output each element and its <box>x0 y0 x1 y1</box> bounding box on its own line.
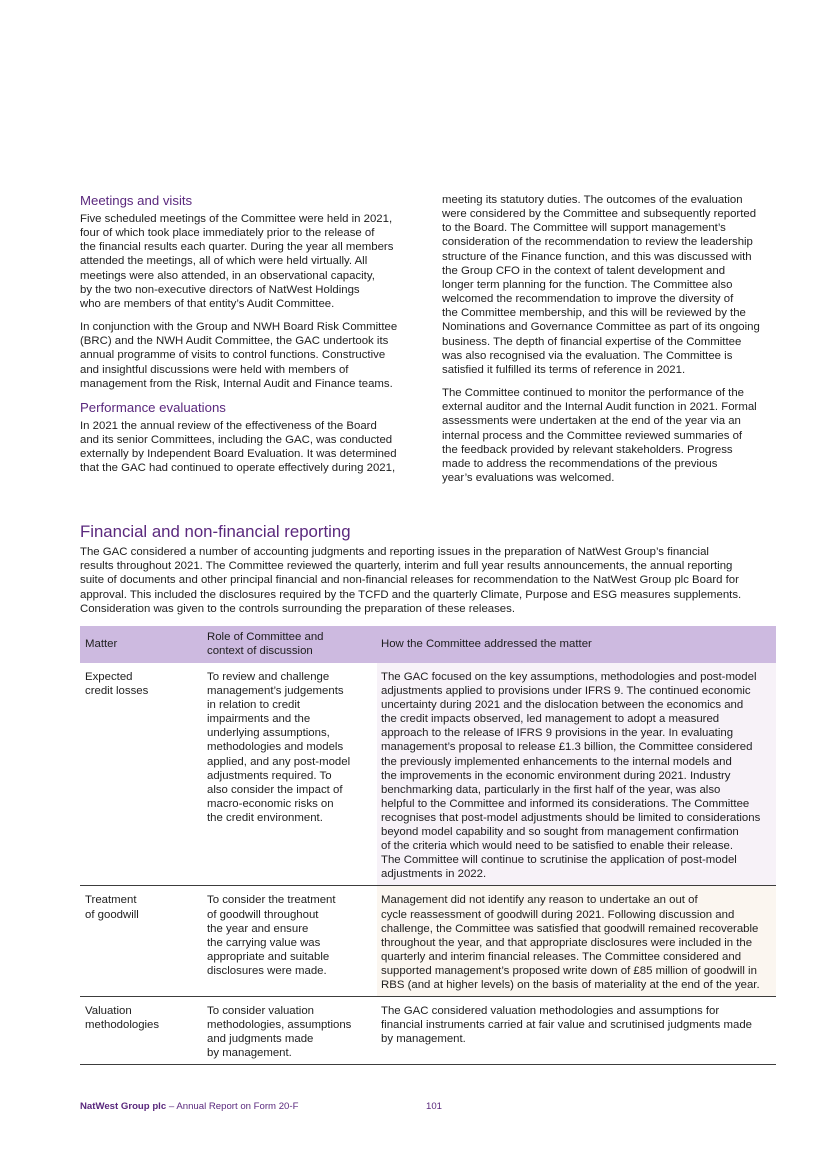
footer-brand: NatWest Group plc <box>80 1101 167 1112</box>
evaluation-paragraph: meeting its statutory duties. The outcomes of the evaluation were considered by the Committee and subsequently reported to the Board. The Committee will support management’s consideration of the recommendation to review the leadership structure of the Finance function, and this was discussed with the Group CFO in the context of talent development and longer term planning for the function. The Committee also welcomed the recommendation to improve the diversity of the Committee membership, and this will be reviewed by the Nominations and Governance Committee as part of its ongoing business. The depth of financial expertise of the Committee was also recognised via the evaluation. The Committee is satisfied it fulfilled its terms of reference in 2021. <box>442 194 760 376</box>
cell-role: To review and challenge management’s judgements in relation to credit impairments and the underlying assumptions, methodologies and models applied, and any post-model adjustments required. To also consider the impact of macro-economic risks on the credit environment. <box>203 663 377 886</box>
table-row <box>80 997 776 1065</box>
cell-role: To consider valuation methodologies, assumptions and judgments made by management. <box>203 997 377 1065</box>
meetings-heading: Meetings and visits <box>80 193 193 208</box>
matters-table <box>80 626 776 1065</box>
cell-matter: Valuation methodologies <box>80 997 203 1065</box>
right-column <box>442 193 778 494</box>
footer-document: Annual Report on Form 20-F <box>176 1101 299 1112</box>
meetings-paragraph-1: Five scheduled meetings of the Committee were held in 2021, four of which took place immediately prior to the release of the financial results each quarter. During the year all members attended the meetings, all of which were held virtually. All meetings were also attended, in an observational capacity, by the two non-executive directors of NatWest Holdings who are members of that entity’s Audit Committee. <box>80 213 394 310</box>
section-title: Financial and non-financial reporting <box>80 522 351 541</box>
table-row <box>80 886 776 997</box>
footer-separator: – <box>166 1101 177 1112</box>
cell-how: The GAC focused on the key assumptions, methodologies and post-model adjustments applied to provisions under IFRS 9. The continued economic uncertainty during 2021 and the dislocation between the economics and the credit impacts observed, led management to adopt a measured approach to the release of IFRS 9 provisions in the year. In evaluating management’s proposal to release £1.3 billion, the Committee considered the previously implemented enhancements to the internal models and the improvements in the economic environment during 2021. Industry benchmarking data, particularly in the first half of the year, was also helpful to the Committee and informed its considerations. The Committee recognises that post-model adjustments should be limited to considerations beyond model capability and so sought from management confirmation of the criteria which would need to be satisfied to enable their release. The Committee will continue to scrutinise the application of post-model adjustments in 2022. <box>377 663 776 886</box>
cell-matter: Expected credit losses <box>80 663 203 886</box>
cell-matter: Treatment of goodwill <box>80 886 203 997</box>
footer <box>80 1101 298 1113</box>
performance-heading: Performance evaluations <box>80 399 226 415</box>
meetings-paragraph-2: In conjunction with the Group and NWH Board Risk Committee (BRC) and the NWH Audit Committee, the GAC undertook its annual programme of visits to control functions. Constructive and insightful discussions were held with members of management from the Risk, Internal Audit and Finance teams. <box>80 321 398 390</box>
header-role: Role of Committee and context of discussion <box>203 626 377 663</box>
section-intro: The GAC considered a number of accounting judgments and reporting issues in the preparation of NatWest Group’s financial results throughout 2021. The Committee reviewed the quarterly, interim and full year results announcements, the annual reporting suite of documents and other principal financial and non-financial releases for recommendation to the NatWest Group plc Board for approval. This included the disclosures required by the TCFD and the quarterly Climate, Purpose and ESG measures supplements. Consideration was given to the controls surrounding the preparation of these releases. <box>80 546 742 615</box>
page-number: 101 <box>426 1101 443 1112</box>
cell-role: To consider the treatment of goodwill throughout the year and ensure the carrying value was appropriate and suitable disclosures were made. <box>203 886 377 997</box>
auditor-paragraph: The Committee continued to monitor the performance of the external auditor and the Internal Audit function in 2021. Formal assessments were undertaken at the end of the year via an internal process and the Committee reviewed summaries of the feedback provided by relevant stakeholders. Progress made to address the recommendations of the previous year’s evaluations was welcomed. <box>442 387 757 484</box>
cell-how: Management did not identify any reason to undertake an out of cycle reassessment of goodwill during 2021. Following discussion and challenge, the Committee was satisfied that goodwill remained recoverable throughout the year, and that appropriate disclosures were included in the quarterly and interim financial releases. The Committee considered and supported management’s proposed write down of £85 million of goodwill in RBS (and at higher levels) on the basis of materiality at the end of the year. <box>377 886 776 997</box>
left-column <box>80 193 416 485</box>
table-row <box>80 663 776 886</box>
header-matter: Matter <box>80 626 203 663</box>
performance-paragraph-1: In 2021 the annual review of the effectiveness of the Board and its senior Committees, including the GAC, was conducted externally by Independent Board Evaluation. It was determined that the GAC had continued to operate effectively during 2021, <box>80 419 397 475</box>
table-header-row <box>80 626 776 663</box>
header-how: How the Committee addressed the matter <box>377 626 776 663</box>
cell-how: The GAC considered valuation methodologies and assumptions for financial instruments carried at fair value and scrutinised judgments made by management. <box>377 997 776 1065</box>
